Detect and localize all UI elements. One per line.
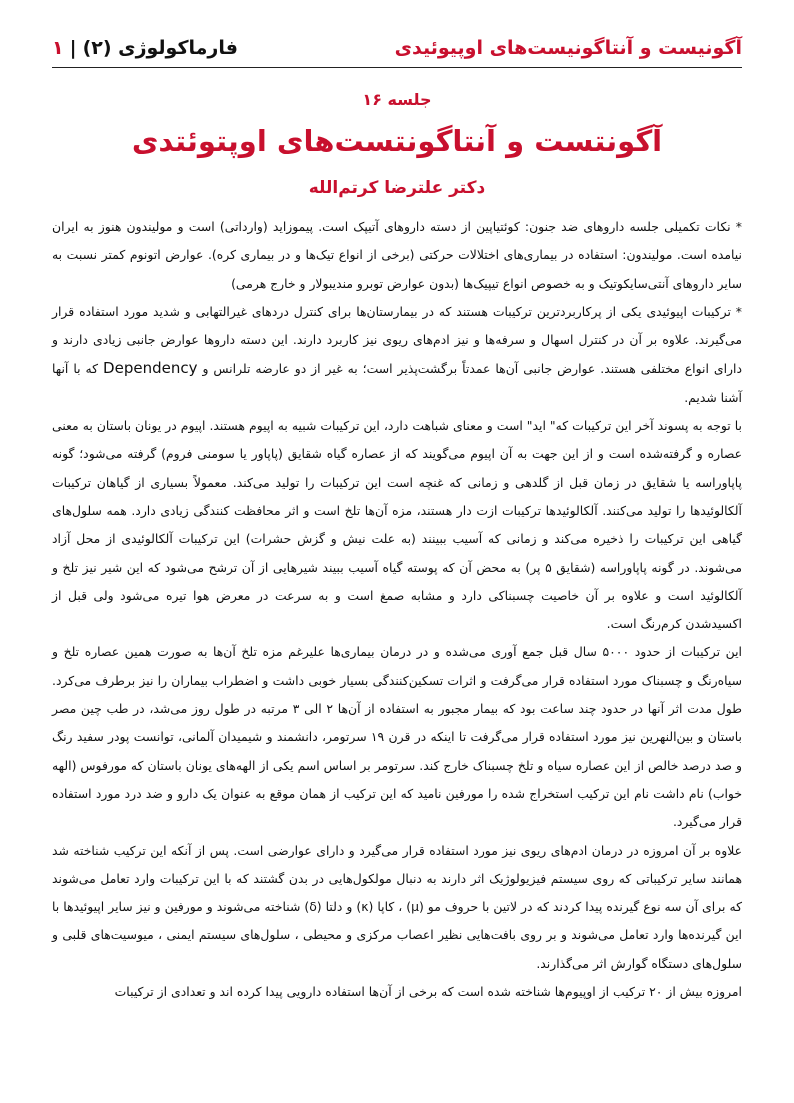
paragraph-1: * نکات تکمیلی جلسه داروهای ضد جنون: کوئتیاپین از دسته داروهای آتیپک است. پیموزاید (وارداتی) است و مولیندون هنوز به ایران نیامده است. مولیندون: استفاده در بیماری‌های اختلالات حرکتی (برخی از انواع تیک‌ها و در بیماری کره). عوارض اتونوم کمتر نسبت به سایر داروهای آنتی‌سایکوتیک و به خصوص انواع تیپیک‌ها (بدون عوارض توبرو مندیبولار و خارج هرمی) (52, 219, 742, 291)
header-separator: | (69, 36, 77, 59)
paragraph-6: امروزه بیش از ۲۰ ترکیب از اوپیوم‌ها شناخته شده است که برخی از آن‌ها استفاده دارویی پیدا کرده اند و تعدادی از ترکیبات (114, 984, 742, 1000)
document-body (52, 213, 742, 1006)
paragraph-5: علاوه بر آن امروزه در درمان ادم‌های ریوی نیز مورد استفاده قرار می‌گیرد و دارای عوارضی است. پس از آنکه این ترکیب شناخته شد همانند سایر ترکیباتی که روی سیستم فیزیولوژیک اثر دارند به دنبال مولکول‌هایی در بدن گشتند که با این ترکیبات وارد تعامل می‌شوند که برای آن سه نوع گیرنده پیدا کردند که در لاتین با حروف مو (μ) ، کاپا (κ) و دلتا (δ) شناخته می‌شوند و مورفین و نیز سایر اپیوئیدها با این گیرنده‌ها وارد تعامل می‌شوند و بر روی بافت‌هایی نظیر اعصاب مرکزی و محیطی ، سلول‌های سیستم ایمنی ، میوسیت‌های قلبی و سلول‌های دستگاه گوارش اثر می‌گذارند. (52, 842, 743, 971)
document-title: آگونتست و آنتاگونتست‌های اوپتوئتدی (131, 124, 663, 158)
paragraph-2-tail: که با آنها آشنا شدیم. (52, 361, 742, 405)
paragraph-4: این ترکیبات از حدود ۵۰۰۰ سال قبل جمع آوری می‌شده و در درمان بیماری‌ها علیرغم مزه تلخ آن‌ها به صورت همین عصاره تلخ و سیاه‌رنگ و چسبناک مورد استفاده قرار می‌گرفت و اثرات تسکین‌کنندگی بسیار خوبی داشت و اضطراب بیماران را نیز برطرف می‌کرد. طول مدت اثر آنها در حدود چند ساعت بود که بیمار مجبور به استفاده از آن‌ها ۲ الی ۳ مرتبه در طول روز می‌شد، در طب چین مصر باستان و بین‌النهرین نیز مورد استفاده قرار می‌گرفت تا اینکه در قرن ۱۹ سرتومر، دانشمند و شیمیدان آلمانی، توانست پودر سفید رنگ و صد درصد خالص از این عصاره سیاه و تلخ چسبناک خارج کند. سرتومر بر اساس اسم یکی از الهه‌های یونان باستان که مورفوس (الهه خواب) نام داشت نام این ترکیب استخراج شده را مورفین نامید که این ترکیب از همان موقع به عنوان یک دارو و ضد درد مورد استفاده قرار می‌گیرد. (52, 644, 742, 830)
header-course-title: فارماکولوژی (۲) (82, 36, 238, 59)
running-header (52, 28, 742, 68)
header-course-block (52, 37, 238, 59)
paragraph-2 (52, 298, 742, 412)
page-number: ۱ (52, 36, 64, 59)
paragraph-3: با توجه به پسوند آخر این ترکیبات که" اید" است و معنای شباهت دارد، این ترکیبات شبیه به اپیوم هستند. اپیوم در یونان باستان به معنی عصاره و گرفته‌شده است و از این جهت به آن اپیوم می‌گویند که از عصاره گیاه شقایق (پاپاور یا سومنی فروم) گرفته می‌شود؛ گونه پاپاوراسه یا شقایق در زمان قبل از گلدهی و زمانی که غنچه است این ترکیبات را تولید می‌کند. معمولاً بسیاری از گیاهان ترکیبات آلکالوئیدها را تولید می‌کنند. آلکالوئیدها ترکیبات ازت دار هستند، مزه آن‌ها تلخ است و اثر محافظت کنندگی زیادی دارد. همه سلول‌های گیاهی این ترکیبات را ذخیره می‌کند و زمانی که آسیب ببینند (به علت نیش و گزش حشرات) این ترکیبات آلکالوئیدی از محل آزاد می‌شوند. در گونه پاپاوراسه (شقایق ۵ پر) به محض آن که پوسته گیاه آسیب ببیند شیرهایی از آن ترشح می‌شود که این شیر نیز تلخ و آلکالوئید است و علاوه بر آن خاصیت چسبناکی دارد و مشابه صمغ است و به سرعت در معرض هوا تیره می‌شود ولی قبل از اکسیدشدن کرم‌رنگ است. (52, 418, 742, 632)
dependency-term: Dependency (103, 359, 198, 378)
session-label: جلسه ۱۶ (362, 90, 432, 109)
paragraph-2-text: * ترکیبات اپیوئیدی یکی از پرکاربردترین ترکیبات هستند که در بیمارستان‌ها برای کنترل دردهای غیرالتهابی و شدید مورد استفاده قرار می‌گیرند. علاوه بر آن در کنترل اسهال و سرفه‌ها و نیز ادم‌های ریوی نیز کاربرد دارند. این دسته داروها عوارض جانبی زیادی دارند و دارای انواع مختلفی هستند. عوارض جانبی آن‌ها عمدتاً برگشت‌پذیر است؛ به غیر از دو عارضه تلرانس و (52, 303, 742, 377)
header-topic: آگونیست و آنتاگونیست‌های اوپیوئیدی (394, 36, 742, 59)
author-name: دکتر علترضا کرتم‌الله (308, 178, 486, 198)
